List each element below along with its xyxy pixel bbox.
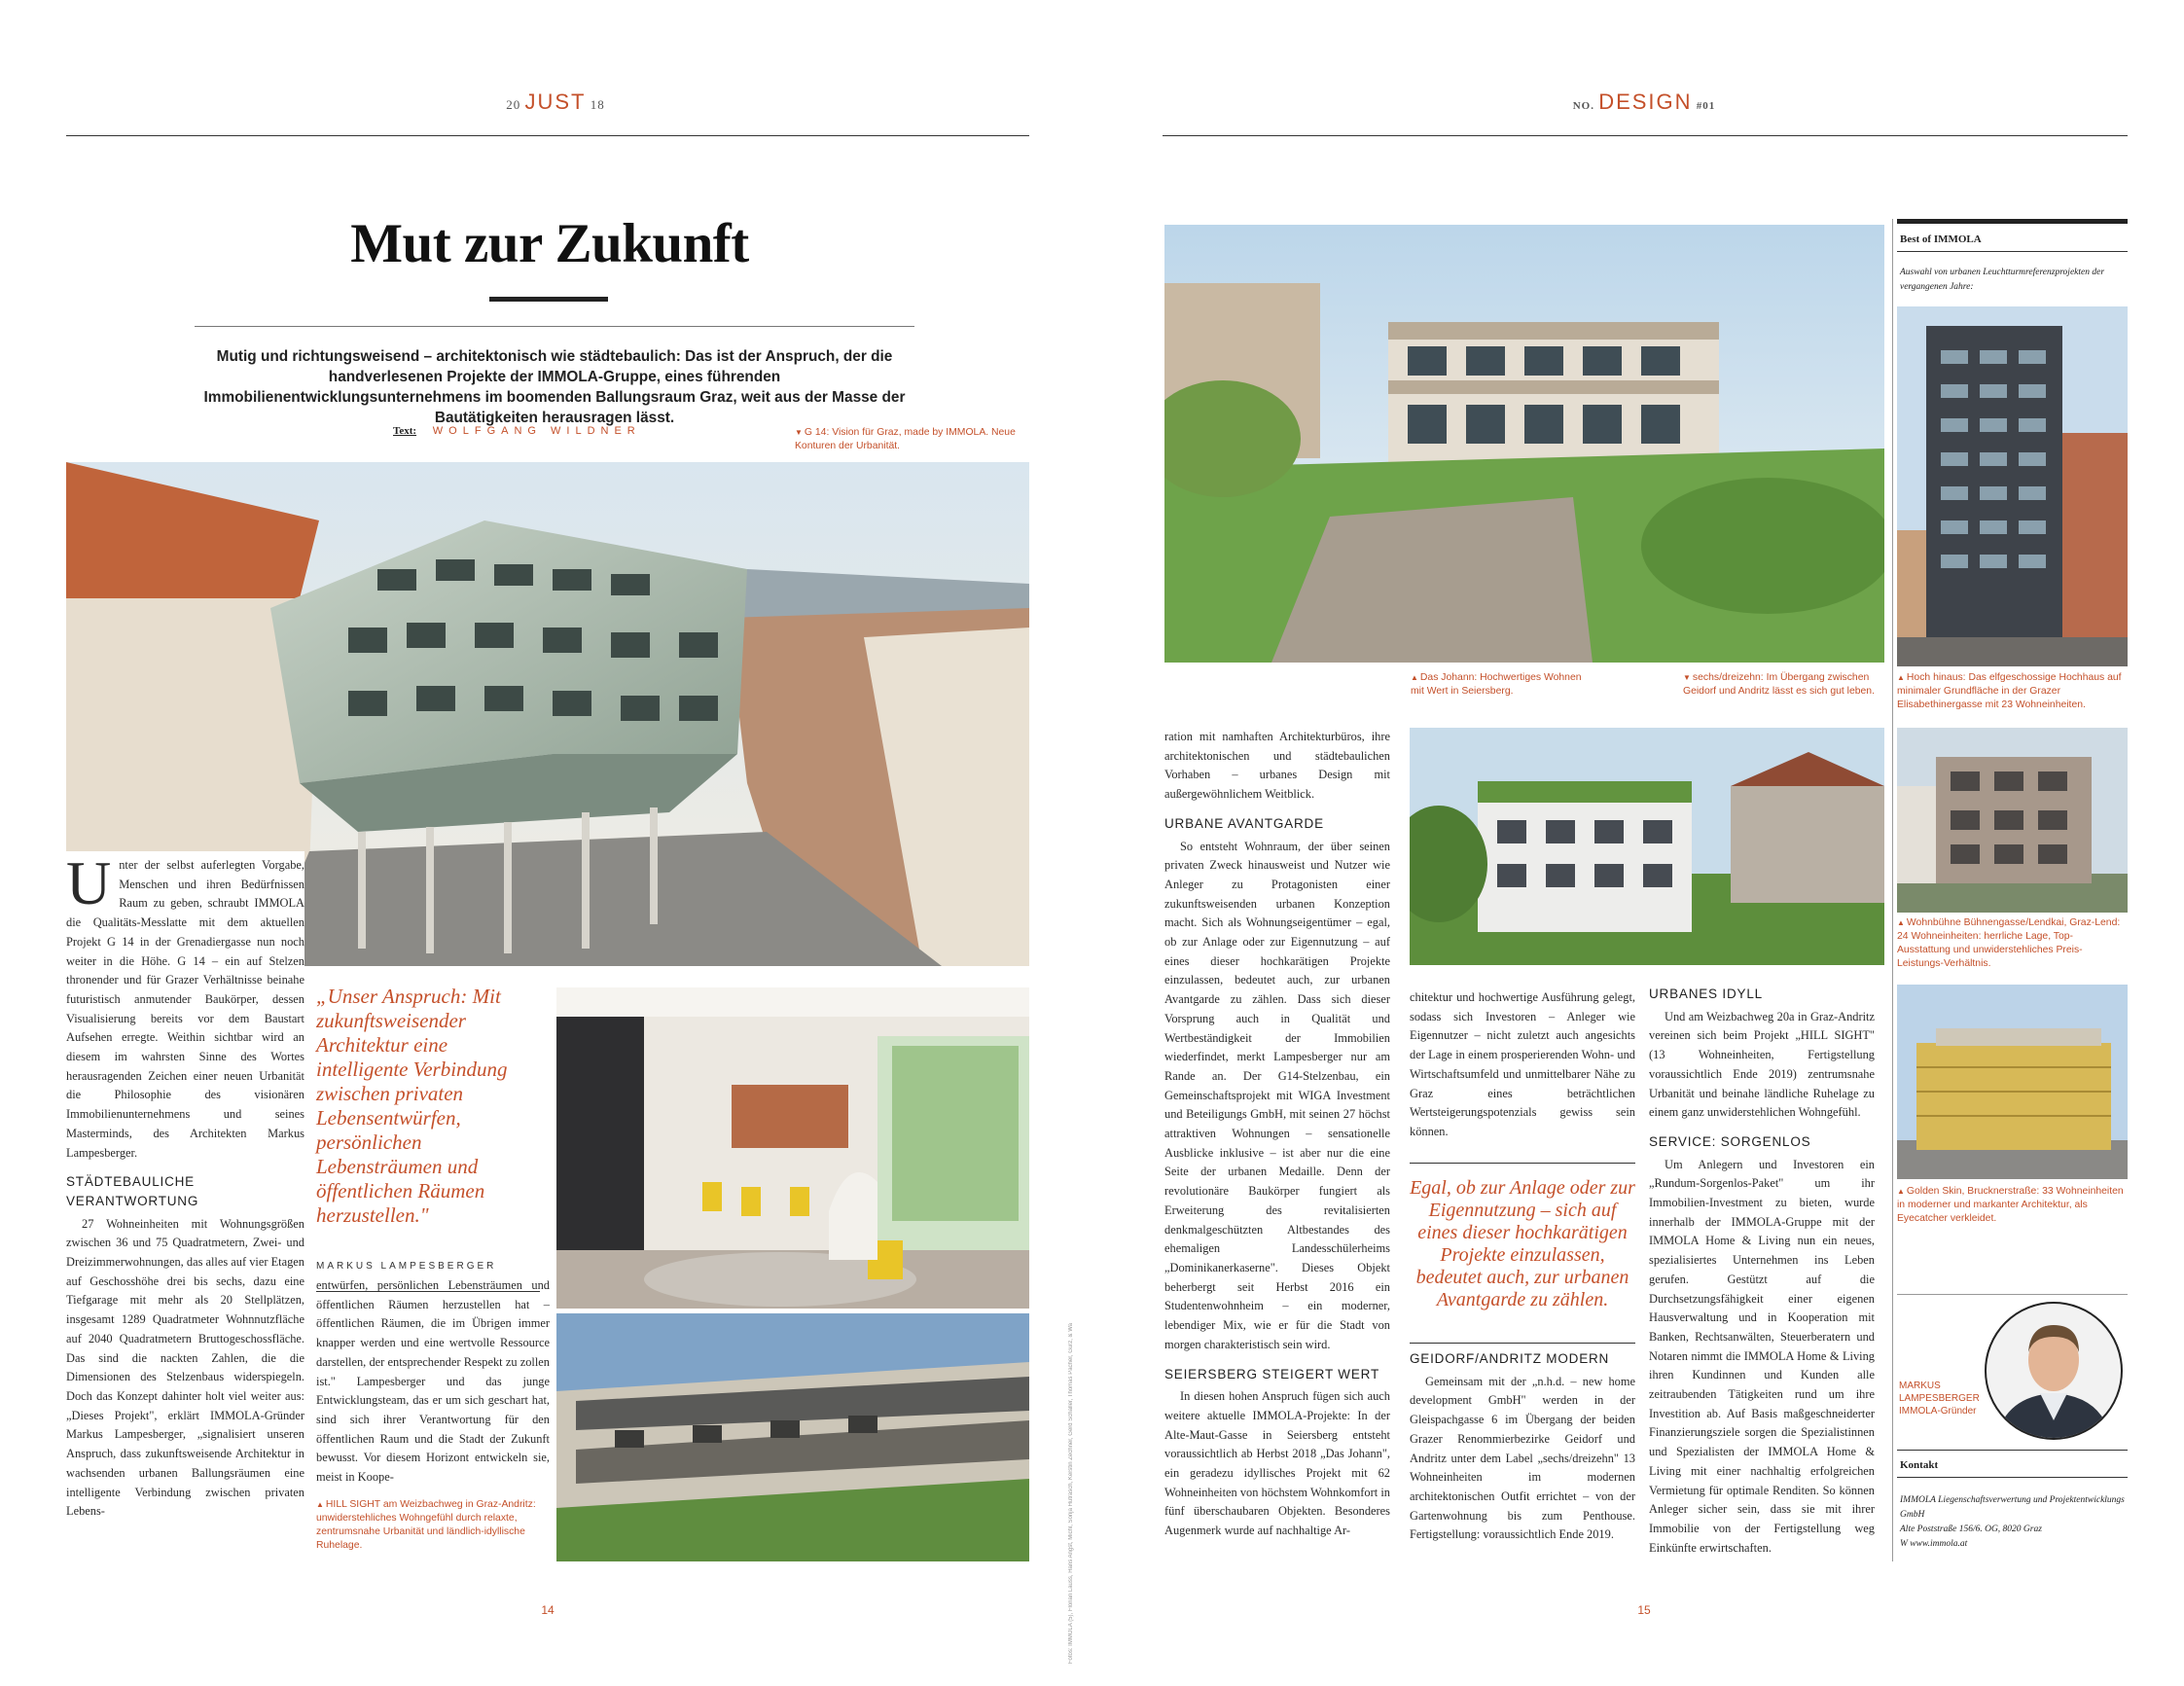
folio-pre: 20 — [506, 97, 521, 112]
intro-text: nter der selbst auferlegten Vorgabe, Menschen und ihren Bedürfnissen Raum zu geben, schraubt IMMOLA die Qualitäts-Messlatte mit dem aktuellen Projekt G 14 in der Grenadiergasse nun noch weiter in die Höhe. G 14 – ein auf Stelzen thronender und für Grazer Verhältnisse beinahe futuristisch anmutender Baukörper, dessen Visualisierung bereits vor dem Baustart Aufsehen erregte. Weithin sichtbar wird an diesem im wahrsten Sinne des Wortes herausragenden Zeichen einer neuen Urbanität die Philosophie des visionären Immobilienunternehmens und seines Masterminds, des Architekten Markus Lampesberger. — [66, 858, 304, 1160]
caption-johann — [1411, 671, 1595, 699]
photo-credit: Fotos: IMMOLA (5), Florian Lauss, Hans Angst, Michl, Sonja Hutrasch, Kerstin Zechner, Gerd Schaller, Thomas Pacher, Gurz, & Wa — [1068, 1323, 1074, 1665]
intro-column — [66, 848, 304, 1522]
caption-g14 — [795, 426, 1019, 453]
contact-web[interactable]: W www.immola.at — [1900, 1539, 1968, 1549]
right-col-c — [1649, 985, 1875, 1558]
quote-rule-top — [1410, 1163, 1635, 1164]
contact-title-rule — [1897, 1477, 2128, 1478]
sidebar-caption-1 — [1897, 671, 2126, 712]
triangle-icon: ▼ — [795, 428, 803, 437]
right-col-a — [1164, 728, 1390, 1541]
johann-image — [1164, 225, 1884, 663]
sidebar-image-highrise — [1897, 306, 2128, 666]
triangle-icon: ▲ — [1897, 673, 1905, 682]
triangle-icon: ▲ — [1411, 673, 1418, 682]
sidebar-title-rule — [1897, 251, 2128, 252]
subhead-avantgarde: URBANE AVANTGARDE — [1164, 815, 1324, 831]
page-title: Mut zur Zukunft — [350, 213, 749, 274]
col-a-body2: In diesen hohen Anspruch fügen sich auch weitere aktuelle IMMOLA-Projekte: In der Alte-Maut-Gasse in Seiersberg entsteht voraussichtlich ab Herbst 2018 „Das Johann", ein geradezu idyllisches Projekt mit 62 Wohneinheiten von höchstem Wohnkomfort in fünf überschaubaren Objekten. Besonderes Augenmerk wurde auf nachhaltige Ar- — [1164, 1389, 1390, 1538]
folio-title: DESIGN — [1598, 90, 1693, 114]
hill-sight-image — [556, 1313, 1029, 1561]
sechs-dreizehn-image — [1410, 728, 1884, 965]
sidebar-image-golden-skin — [1897, 985, 2128, 1179]
body-col2-text: entwürfen, persönlichen Lebensträumen und öffentlichen Räumen herzustellen hat – öffentlichen Räumen, die im Übrigen immer knapper werden und eine wertvolle Ressource darstellen, der entsprechender Respekt zu zollen ist." Lampesberger und das junge Entwicklungsteam, das er um sich geschart hat, sind sich ihrer Verantwortung für den öffentlichen Raum und die Stadt der Zukunft bewusst. Vor diesem Horizont entwickeln sie, meist in Koope- — [316, 1278, 550, 1485]
contact-address: Alte Poststraße 156/6. OG, 8020 Graz — [1900, 1525, 2042, 1534]
folio-post: 18 — [590, 97, 605, 112]
interior-image — [556, 987, 1029, 1309]
sidebar-caption-2 — [1897, 916, 2126, 971]
right-col-b-lower — [1410, 1333, 1635, 1545]
pull-quote: „Unser Anspruch: Mit zukunftsweisender Architektur eine intelligente Verbindung zwischen privaten Lebensentwürfen, persönlichen Lebensträumen und öffentlichen Räumen herzustellen." — [316, 985, 508, 1227]
quote-author: MARKUS LAMPESBERGER — [316, 1261, 497, 1272]
contact-company: IMMOLA Liegenschaftsverwertung und Projektentwicklungs GmbH — [1900, 1495, 2125, 1520]
page-number-left: 14 — [541, 1603, 555, 1617]
right-folio — [1557, 90, 1732, 115]
person-name: MARKUS LAMPESBERGER — [1899, 1381, 1980, 1404]
portrait-avatar — [1985, 1302, 2123, 1440]
folio-pre: NO. — [1572, 100, 1594, 112]
pull-quote-right: Egal, ob zur Anlage oder zur Eigennutzung – sich auf eines dieser hochkarätigen Projekte einzulassen, bedeutet auch, zur urbanen Avantgarde zu zählen. — [1410, 1177, 1635, 1310]
col-a-top: ration mit namhaften Architekturbüros, ihre architektonischen und städtebaulichen Vorhaben – urbanes Design mit außergewöhnlichem Weitblick. — [1164, 730, 1390, 802]
sidebar-divider — [1892, 219, 1893, 1561]
right-pull-quote — [1410, 1163, 1635, 1311]
col-c-body2: Um Anlegern und Investoren ein „Rundum-Sorgenlos-Paket" um ihr Immobilien-Investment zu bieten, wurde innerhalb der IMMOLA-Gruppe mit der IMMOLA Home & Living nun ein neues, spezialisiertes Unternehmen ins Leben gerufen. Gestützt auf die Durchsetzungsfähigkeit einer eigenen Hausverwaltung und in Kooperation mit Banken, Rechtsanwälten, Steuerberatern und Notaren nimmt die IMMOLA Home & Living ihren Kundinnen und Kunden alle zeitraubenden Tätigkeiten rund um ihre Investition ab. Auf Basis maßgeschneiderter Finanzierungsziele sorgen die Spezialistinnen und Spezialisten der IMMOLA Home & Living mit einer nachhaltig erfolgreichen Vermietung für optimale Renditen. So können Anleger sicher sein, dass sie mit ihrer Immobilie von der Fertigstellung weg Einkünfte erwirtschaften. — [1649, 1157, 1875, 1555]
triangle-icon: ▼ — [1683, 673, 1691, 682]
byline — [393, 425, 763, 437]
subhead-seiersberg: SEIERSBERG STEIGERT WERT — [1164, 1366, 1379, 1381]
body-col1: 27 Wohneinheiten mit Wohnungsgrößen zwischen 36 und 75 Quadratmetern, Zwei- und Dreizimmerwohnungen, das alles auf vier Etagen auf Geschosshöhe drei bis sechs, dazu eine Tiefgarage mit mehr als 20 Stellplätzen, insgesamt 1289 Quadratmeter Wohnnutzfläche auf 2040 Quadratmetern Bruttogeschossfläche. Das sind die nackten Zahlen, die die Dimensionen des Stelzenbaus widerspiegeln. Doch das Konzept dahinter holt viel weiter aus: „Dieses Projekt", erklärt IMMOLA-Gründer Markus Lampesberger, „signalisiert unseren Anspruch, dass zukunftsweisende Architektur in wachsenden urbanen Ballungsräumen eine intelligente Verbindung zwischen privaten Lebens- — [66, 1216, 304, 1519]
sidebar-image-wohnbuehne — [1897, 728, 2128, 913]
subhead-staedtebau: STÄDTEBAULICHE VERANTWORTUNG — [66, 1174, 199, 1208]
pull-quote-box — [316, 985, 540, 1292]
folio-post: #01 — [1696, 100, 1716, 112]
subhead-geidorf: GEIDORF/ANDRITZ MODERN — [1410, 1343, 1635, 1369]
triangle-icon: ▲ — [1897, 918, 1905, 927]
caption-sechs-text: sechs/dreizehn: Im Übergang zwischen Geidorf und Andritz lässt es sich gut leben. — [1683, 672, 1875, 697]
sidebar-top-bar — [1897, 219, 2128, 224]
person-role: IMMOLA-Gründer — [1899, 1406, 1977, 1417]
sidebar-caption-1-text: Hoch hinaus: Das elfgeschossige Hochhaus auf minimaler Grundfläche in der Grazer Elisabethinergasse mit 23 Wohneinheiten. — [1897, 672, 2122, 710]
caption-hill-sight — [316, 1498, 550, 1553]
lead-paragraph: Mutig und richtungsweisend – architektonisch wie städtebaulich: Das ist der Anspruch, der die handverlesenen Projekte der IMMOLA-Gruppe, eines führenden Immobilienentwicklungsunternehmens im boomenden Ballungsraum Graz, weit aus der Masse der Bautätigkeiten herausragen lässt. — [203, 348, 906, 426]
page-number-right: 15 — [1637, 1603, 1651, 1617]
body-col2 — [316, 1276, 550, 1488]
sidebar-rule-mid — [1897, 1294, 2128, 1295]
triangle-icon: ▲ — [316, 1500, 324, 1509]
lead-top-rule — [195, 326, 914, 327]
sidebar-rule-contact — [1897, 1450, 2128, 1451]
folio-title: JUST — [524, 90, 587, 114]
sidebar-caption-3 — [1897, 1185, 2126, 1226]
contact-block — [1900, 1493, 2126, 1552]
sidebar-caption-2-text: Wohnbühne Bühnengasse/Lendkai, Graz-Lend: 24 Wohneinheiten: herrliche Lage, Top-Ausstattung und unwiderstehliches Preis-Leistungs-Verhältnis. — [1897, 917, 2121, 969]
col-b-top: chitektur und hochwertige Ausführung gelegt, sodass sich Investoren – Anleger wie Eigennutzer – nicht zuletzt auch angesichts der Lage in einem prosperierenden Wohn- und Wirtschaftsumfeld und unmittelbarer Nähe zu Graz eines beträchtlichen Wertsteigerungspotenzials gewiss sein können. — [1410, 990, 1635, 1138]
byline-author: WOLFGANG WILDNER — [432, 425, 641, 437]
sidebar-caption-3-text: Golden Skin, Brucknerstraße: 33 Wohneinheiten in moderner und markanter Architektur, als Eyecatcher verkleidet. — [1897, 1186, 2124, 1224]
title-underline — [489, 297, 608, 302]
caption-johann-text: Das Johann: Hochwertiges Wohnen mit Wert in Seiersberg. — [1411, 672, 1582, 697]
caption-hill-text: HILL SIGHT am Weizbachweg in Graz-Andritz: unwiderstehliches Wohngefühl durch relaxte, zentrumsnahe Urbanität und ländlich-idyllische Ruhelage. — [316, 1499, 536, 1551]
col-c-body: Und am Weizbachweg 20a in Graz-Andritz vereinen sich beim Projekt „HILL SIGHT" (13 Wohneinheiten, Fertigstellung voraussichtlich Ende 2019) zentrumsnahe Urbanität und beinahe ländliche Ruhelage zu einem ganz unwiderstehlichen Wohngefühl. — [1649, 1009, 1875, 1120]
right-col-b — [1410, 988, 1635, 1142]
left-folio — [502, 90, 609, 115]
subhead-idyll: URBANES IDYLL — [1649, 986, 1763, 1001]
contact-title: Kontakt — [1900, 1459, 1939, 1471]
caption-g14-text: G 14: Vision für Graz, made by IMMOLA. Neue Konturen der Urbanität. — [795, 427, 1016, 451]
right-top-rule — [1163, 135, 2128, 136]
left-top-rule — [66, 135, 1029, 136]
col-a-body: So entsteht Wohnraum, der über seinen privaten Zweck hinausweist und Nutzer wie Anleger zu Protagonisten einer zukunftsweisenden urbanen Konzeption macht. Sich als Wohnungseigentümer – egal, ob zur Anlage oder zur Eigennutzung – auf eines dieser hochkarätigen Projekte einzulassen, bedeutet auch, zur urbanen Avantgarde zu zählen. Dass sich dieser Vorsprung auch in Qualität und Wertbeständigkeit der Immobilien wiederfindet, merkt Lampesberger nur am Rande an. Der G14-Stelzenbau, ein Gemeinschaftsprojekt mit WIGA Investment und Beteiligungs GmbH, mit seinen 27 höchst attraktiven Wohnungen – sensationelle Ausblicke inklusive – ist aber nur die eine Seite der urbanen Medaille. Denn der revolutionäre Baukörper fungiert als Erweiterung des revitalisierten denkmalgeschützten Altbestandes des ehemaligen Landesschülerheims „Dominikanerkaserne". Dieses Objekt beherbergt seit Herbst 2016 ein Studentenwohnheim – ein moderner, lebendiger Mix, wie er für die Stadt von morgen charakteristisch sein wird. — [1164, 839, 1390, 1351]
sidebar-title: Best of IMMOLA — [1900, 233, 1982, 245]
caption-sechs — [1683, 671, 1878, 699]
subhead-service: SERVICE: SORGENLOS — [1649, 1133, 1811, 1149]
col-b-body: Gemeinsam mit der „n.h.d. – new home development GmbH" werden in der Gleispachgasse 6 im Übergang der beiden Grazer Renommierbezirke Geidorf und Andritz unter dem Label „sechs/dreizehn" 13 Wohneinheiten im modernen architektonischen Outfit errichtet – von der Gartenwohnung bis zum Penthouse. Fertigstellung: voraussichtlich Ende 2019. — [1410, 1374, 1635, 1542]
sidebar-intro: Auswahl von urbanen Leuchtturmreferenzprojekten der vergangenen Jahre: — [1900, 268, 2105, 292]
byline-label: Text: — [393, 425, 417, 437]
drop-cap: U — [66, 848, 112, 917]
triangle-icon: ▲ — [1897, 1187, 1905, 1196]
